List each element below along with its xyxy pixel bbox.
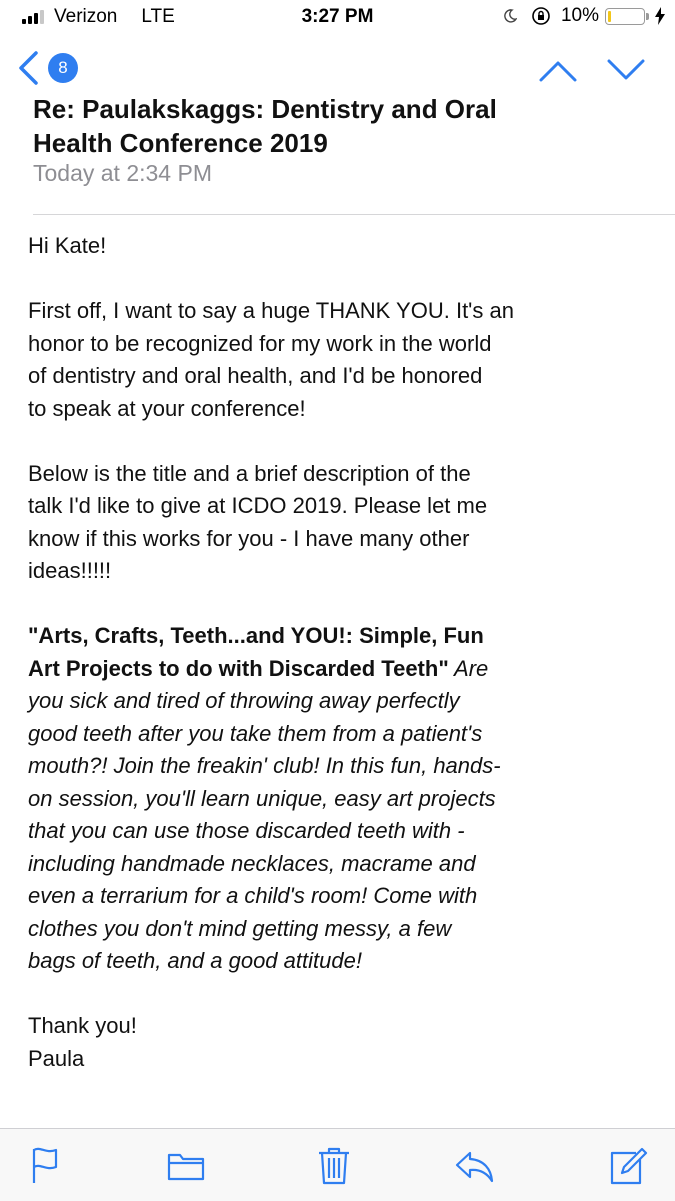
talk-title-text: Art Projects to do with Discarded Teeth" xyxy=(28,655,449,681)
closing: Thank you! xyxy=(28,1013,137,1038)
talk-desc-start: Are xyxy=(448,655,489,681)
talk-title-line: "Arts, Crafts, Teeth...and YOU!: Simple, Fun xyxy=(28,623,484,648)
body-line: talk I'd like to give at ICDO 2019. Please let me xyxy=(28,493,488,518)
body-line: of dentistry and oral health, and I'd be honored xyxy=(28,363,483,388)
network-type-label: LTE xyxy=(141,6,175,27)
unread-count-badge: 8 xyxy=(48,53,78,83)
rotation-lock-icon xyxy=(531,6,551,26)
header-divider xyxy=(33,214,675,215)
flag-icon[interactable] xyxy=(26,1145,66,1185)
body-line: Below is the title and a brief description of the xyxy=(28,460,471,486)
status-time: 3:27 PM xyxy=(301,6,374,27)
trash-icon[interactable] xyxy=(314,1145,354,1185)
subject-line: Health Conference 2019 xyxy=(33,128,328,158)
status-right xyxy=(503,5,665,27)
talk-desc-line: clothes you don't mind getting messy, a few xyxy=(28,915,452,941)
email-subject xyxy=(33,92,633,160)
next-message-button[interactable] xyxy=(606,56,646,84)
body-line: honor to be recognized for my work in the world xyxy=(28,330,492,356)
folder-icon[interactable] xyxy=(166,1145,206,1185)
talk-desc-line: you sick and tired of throwing away perfectly xyxy=(28,688,460,713)
talk-desc-line: even a terrarium for a child's room! Come with xyxy=(28,883,478,908)
email-body xyxy=(28,230,648,1075)
talk-desc-line: good teeth after you take them from a patient's xyxy=(28,720,483,746)
email-date: Today at 2:34 PM xyxy=(33,160,212,186)
battery-icon xyxy=(605,8,645,25)
greeting: Hi Kate! xyxy=(28,233,107,258)
talk-desc-line: mouth?! Join the freakin' club! In this fun, hands- xyxy=(28,753,501,778)
back-button[interactable] xyxy=(16,50,78,86)
talk-desc-line: bags of teeth, and a good attitude! xyxy=(28,948,362,973)
battery-percent: 10% xyxy=(560,5,599,26)
previous-message-button[interactable] xyxy=(538,56,578,84)
bottom-toolbar xyxy=(0,1128,675,1201)
reply-icon[interactable] xyxy=(454,1145,494,1185)
do-not-disturb-icon xyxy=(503,9,517,23)
battery-cap xyxy=(646,13,649,20)
status-bar xyxy=(0,0,675,36)
body-line: ideas!!!!! xyxy=(28,558,112,583)
battery-fill xyxy=(608,11,611,22)
carrier-label: Verizon xyxy=(54,6,118,27)
body-line: know if this works for you - I have many other xyxy=(28,525,470,551)
charging-bolt-icon xyxy=(655,7,665,25)
signature: Paula xyxy=(28,1045,85,1071)
back-chevron-icon xyxy=(16,50,40,86)
compose-icon[interactable] xyxy=(608,1145,648,1185)
talk-desc-line: that you can use those discarded teeth with - xyxy=(28,818,465,843)
talk-desc-line: on session, you'll learn unique, easy art projects xyxy=(28,785,496,811)
subject-line: Re: Paulakskaggs: Dentistry and Oral xyxy=(33,94,497,124)
navigation-bar xyxy=(0,40,675,100)
body-line: First off, I want to say a huge THANK YOU. It's an xyxy=(28,298,514,323)
body-line: to speak at your conference! xyxy=(28,395,306,421)
talk-title-line-with-desc xyxy=(28,653,648,686)
talk-desc-line: including handmade necklaces, macrame and xyxy=(28,850,476,876)
